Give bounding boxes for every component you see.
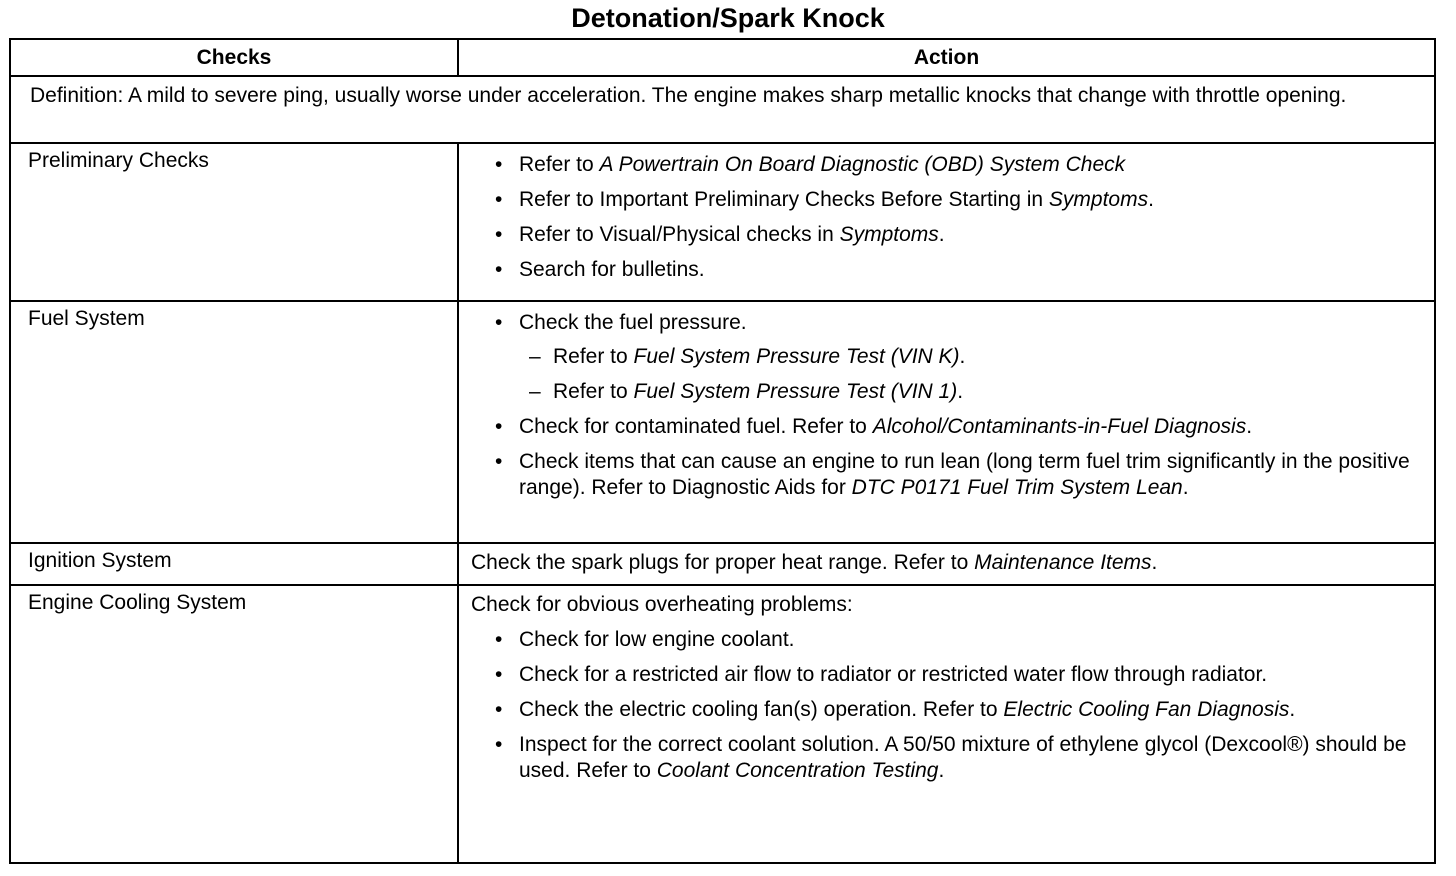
check-label: Preliminary Checks: [10, 143, 458, 301]
table-row: [10, 143, 1435, 301]
action-cell: [458, 143, 1435, 301]
check-label: Ignition System: [10, 543, 458, 585]
list-item: • Refer to A Powertrain On Board Diagnostic (OBD) System Check: [495, 153, 1126, 176]
bullet-icon: •: [495, 188, 503, 211]
definition-text: Definition: A mild to severe ping, usually worse under acceleration. The engine makes sharp metallic knocks that change with throttle opening.: [10, 76, 1435, 143]
bullet-icon: •: [495, 698, 503, 721]
checks-header: Checks: [10, 39, 458, 76]
bullet-icon: •: [495, 663, 503, 686]
table-row: [10, 301, 1435, 543]
bullet-icon: •: [495, 628, 503, 651]
list-item: • Check for contaminated fuel. Refer to Alcohol/Contaminants-in-Fuel Diagnosis.: [495, 415, 1253, 438]
list-item: • Check for low engine coolant.: [495, 628, 795, 651]
bullet-icon: •: [495, 415, 503, 438]
list-item: • Inspect for the correct coolant solution. A 50/50 mixture of ethylene glycol (Dexcool®) should be used. Refer to Coolant Concentration Testing.: [495, 733, 1407, 782]
list-item: • Refer to Visual/Physical checks in Symptoms.: [495, 223, 945, 246]
action-intro: Check for obvious overheating problems:: [471, 593, 853, 616]
action-cell: [458, 585, 1435, 863]
list-item: • Search for bulletins.: [495, 258, 705, 281]
bullet-icon: •: [495, 258, 503, 281]
list-item: • Check the electric cooling fan(s) operation. Refer to Electric Cooling Fan Diagnosis.: [495, 698, 1296, 721]
sub-list-item: – Refer to Fuel System Pressure Test (VIN K).: [529, 345, 966, 368]
header-row: [10, 39, 1435, 76]
dash-icon: –: [529, 380, 541, 403]
list-item: • Check for a restricted air flow to radiator or restricted water flow through radiator.: [495, 663, 1268, 686]
diagnostic-table: [9, 38, 1436, 864]
bullet-icon: •: [495, 311, 503, 334]
page-title: Detonation/Spark Knock: [571, 3, 885, 33]
check-label: Fuel System: [10, 301, 458, 543]
list-item: • Refer to Important Preliminary Checks Before Starting in Symptoms.: [495, 188, 1154, 211]
bullet-icon: •: [495, 153, 503, 176]
bullet-icon: •: [495, 733, 503, 756]
definition-row: [10, 76, 1435, 143]
action-cell: Check the spark plugs for proper heat range. Refer to Maintenance Items.: [458, 543, 1435, 585]
bullet-icon: •: [495, 450, 503, 473]
action-cell: [458, 301, 1435, 543]
list-item: • Check items that can cause an engine to run lean (long term fuel trim significantly in the positive range). Refer to Diagnostic Aids for DTC P0171 Fuel Trim System Lean.: [495, 450, 1410, 499]
action-header: Action: [458, 39, 1435, 76]
list-item: • Check the fuel pressure. – Refer to Fuel System Pressure Test (VIN K). – Refer to Fuel System Pressure Test (VIN 1).: [471, 310, 1414, 405]
check-label: Engine Cooling System: [10, 585, 458, 863]
dash-icon: –: [529, 345, 541, 368]
table-row: [10, 543, 1435, 585]
table-row: [10, 585, 1435, 863]
sub-list-item: – Refer to Fuel System Pressure Test (VIN 1).: [529, 380, 964, 403]
bullet-icon: •: [495, 223, 503, 246]
